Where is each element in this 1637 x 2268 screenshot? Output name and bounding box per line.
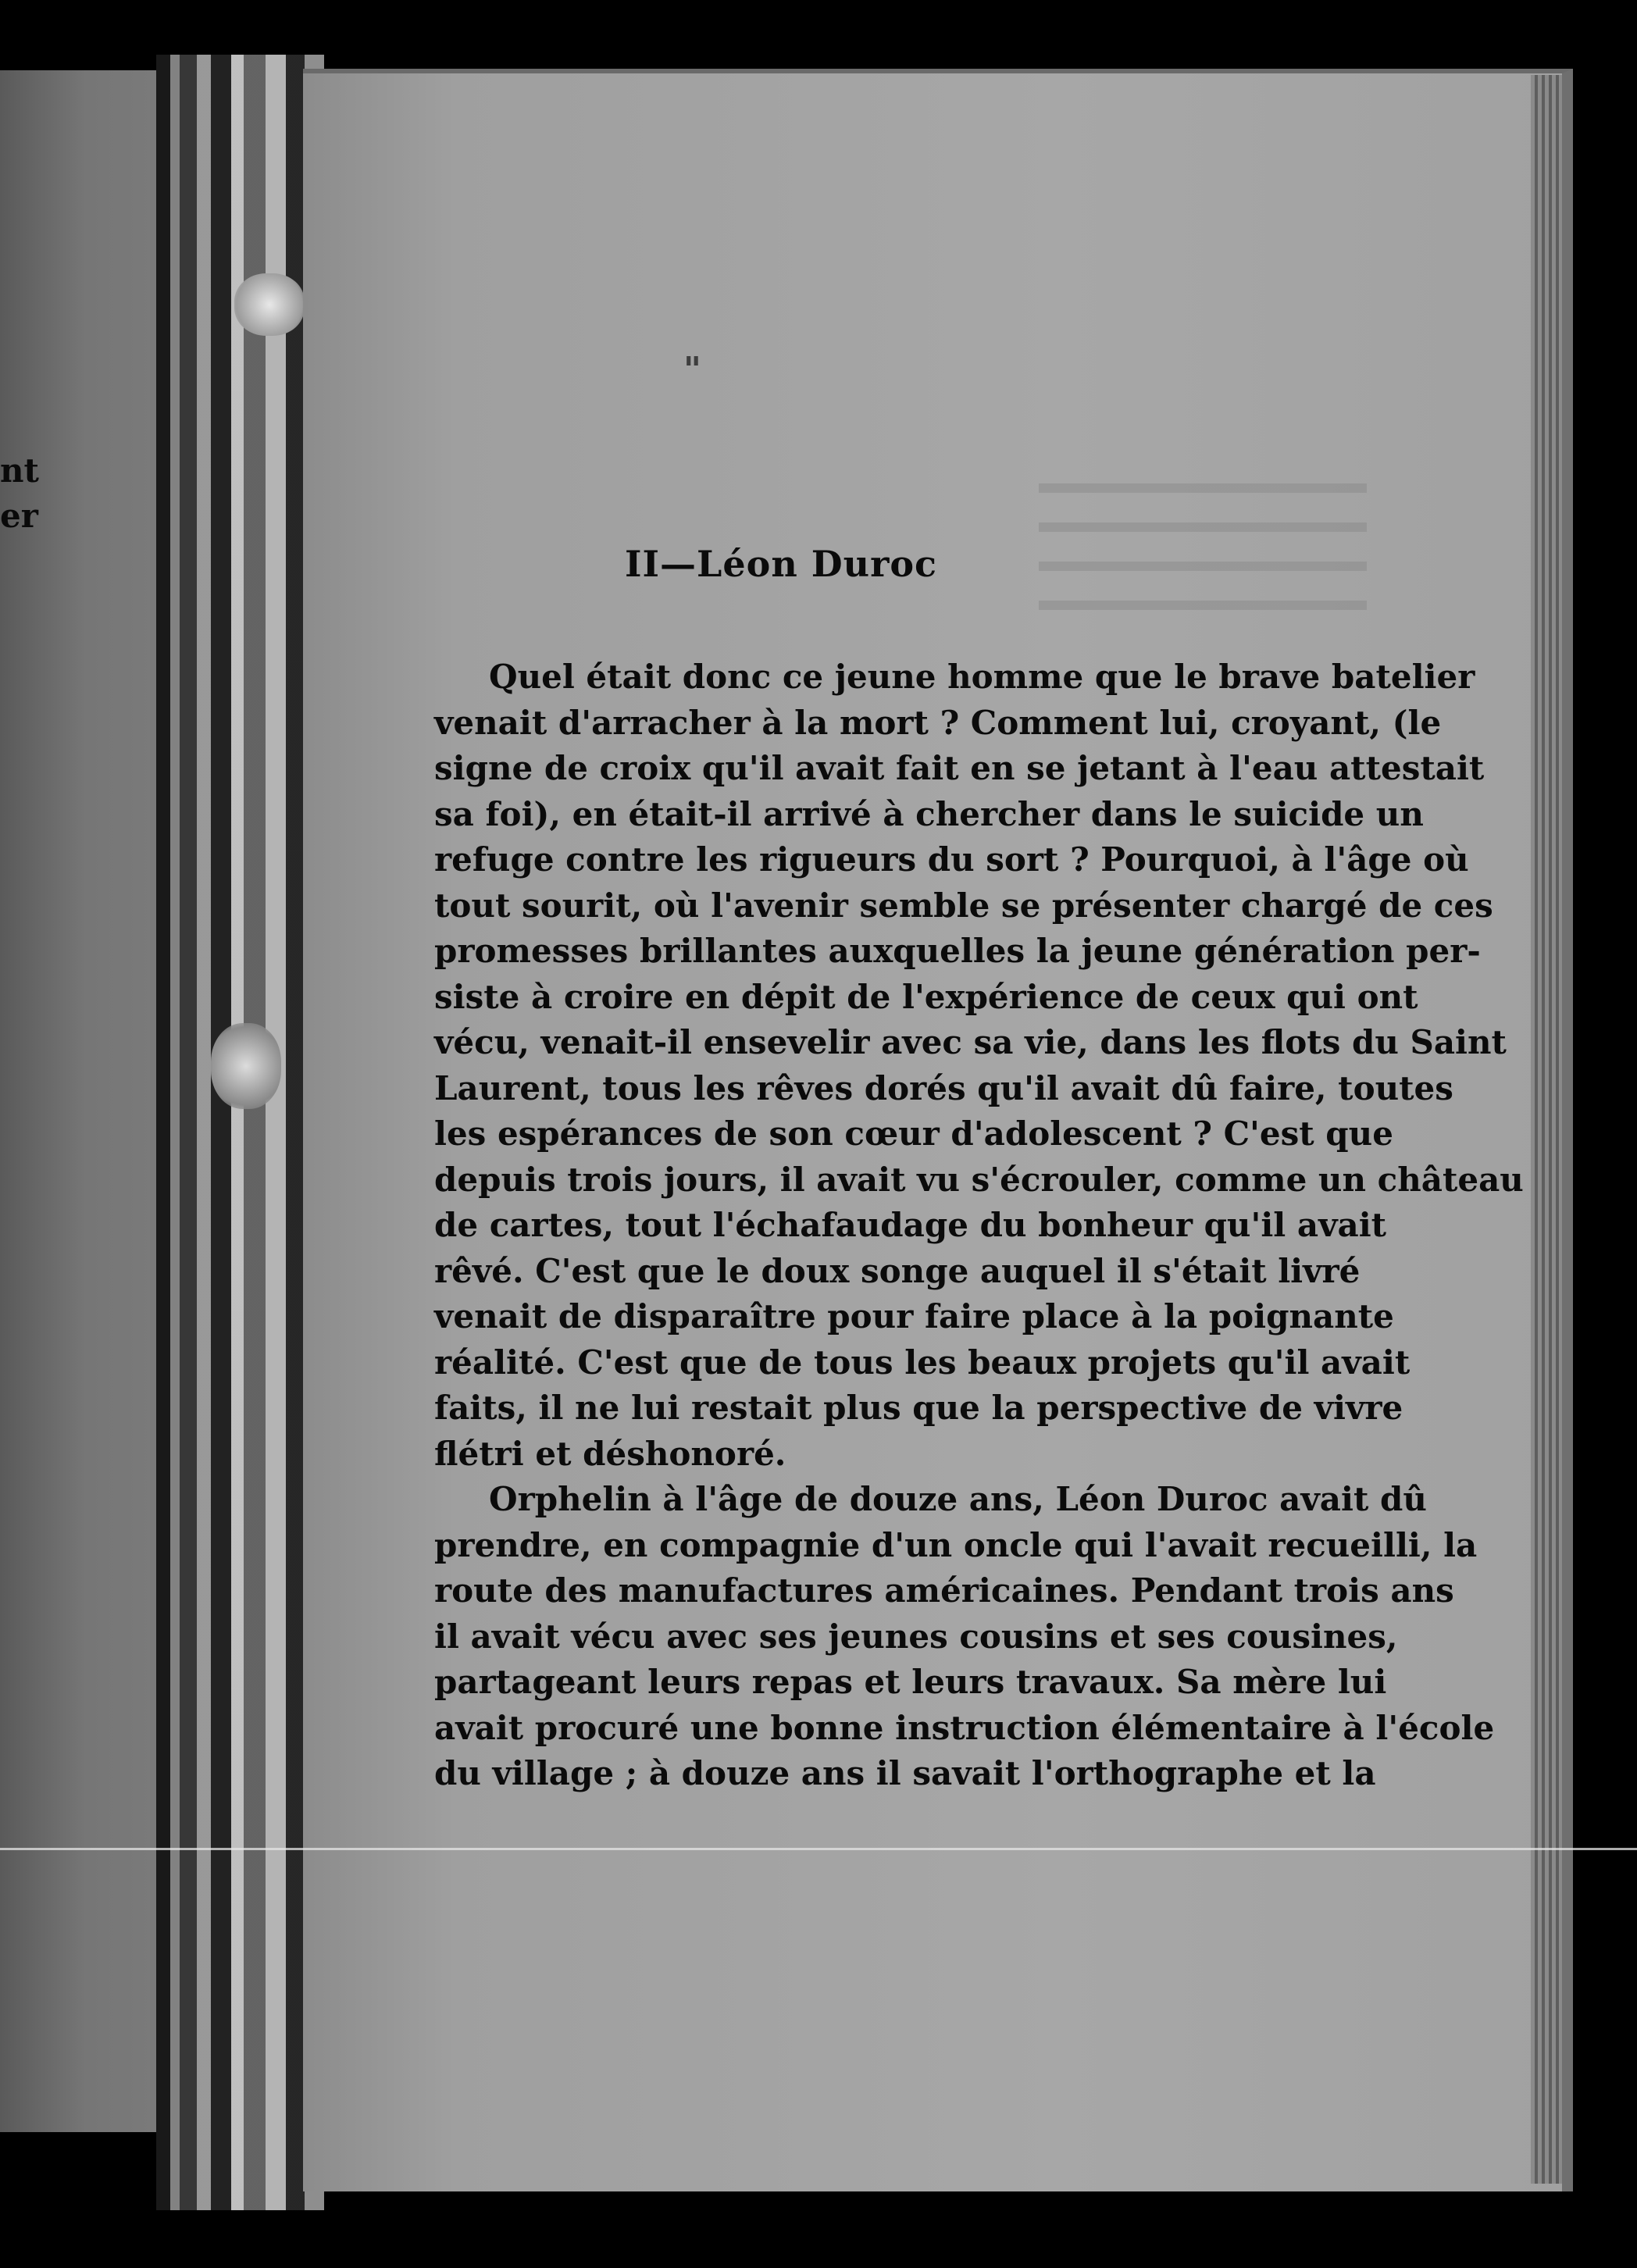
text-line: partageant leurs repas et leurs travaux. Sa mère lui: [434, 1663, 1387, 1701]
text-line: flétri et déshonoré.: [434, 1434, 786, 1473]
show-through-text: [1039, 465, 1367, 621]
text-line: Quel était donc ce jeune homme que le brave batelier: [489, 658, 1475, 696]
text-line: Orphelin à l'âge de douze ans, Léon Duroc avait dû: [489, 1480, 1427, 1518]
book-spine: [156, 55, 324, 2210]
left-fragment: nt: [0, 451, 39, 490]
faint-header-mark: ": [683, 350, 703, 390]
chapter-body: [434, 654, 1524, 1797]
text-line: signe de croix qu'il avait fait en se jetant à l'eau attestait: [434, 749, 1485, 787]
text-line: tout sourit, où l'avenir semble se présenter chargé de ces: [434, 886, 1493, 925]
text-line: réalité. C'est que de tous les beaux projets qu'il avait: [434, 1343, 1411, 1382]
text-line: promesses brillantes auxquelles la jeune génération per-: [434, 932, 1481, 970]
text-line: Laurent, tous les rêves dorés qu'il avait dû faire, toutes: [434, 1068, 1453, 1107]
text-line: avait procuré une bonne instruction élémentaire à l'école: [434, 1708, 1495, 1747]
text-line: venait d'arracher à la mort ? Comment lui, croyant, (le: [434, 703, 1442, 742]
text-line: rêvé. C'est que le doux songe auquel il s'était livré: [434, 1251, 1361, 1290]
text-line: de cartes, tout l'échafaudage du bonheur qu'il avait: [434, 1206, 1387, 1244]
text-line: refuge contre les rigueurs du sort ? Pourquoi, à l'âge où: [434, 840, 1469, 879]
text-line: route des manufactures américaines. Pendant trois ans: [434, 1571, 1454, 1610]
text-line: du village ; à douze ans il savait l'orthographe et la: [434, 1754, 1376, 1792]
left-fragment: er: [0, 497, 38, 535]
text-line: siste à croire en dépit de l'expérience de ceux qui ont: [434, 977, 1418, 1016]
text-line: les espérances de son cœur d'adolescent ? C'est que: [434, 1114, 1393, 1153]
text-line: vécu, venait-il ensevelir avec sa vie, dans les flots du Saint: [434, 1023, 1507, 1061]
text-line: prendre, en compagnie d'un oncle qui l'avait recueilli, la: [434, 1525, 1478, 1564]
left-page-text-fragments: [0, 448, 39, 539]
page-stack-edge: [1531, 75, 1562, 2184]
text-line: depuis trois jours, il avait vu s'écrouler, comme un château: [434, 1160, 1524, 1199]
text-line: il avait vécu avec ses jeunes cousins et ses cousines,: [434, 1617, 1398, 1656]
chapter-heading: II—Léon Duroc: [625, 543, 938, 585]
binding-thread: [211, 1023, 281, 1109]
scanner-artifact-line: [0, 1848, 1637, 1850]
binding-thread: [234, 273, 305, 336]
text-line: faits, il ne lui restait plus que la perspective de vivre: [434, 1389, 1403, 1427]
text-line: venait de disparaître pour faire place à la poignante: [434, 1297, 1394, 1335]
text-line: sa foi), en était-il arrivé à chercher dans le suicide un: [434, 794, 1424, 833]
left-facing-page: [0, 70, 156, 2132]
